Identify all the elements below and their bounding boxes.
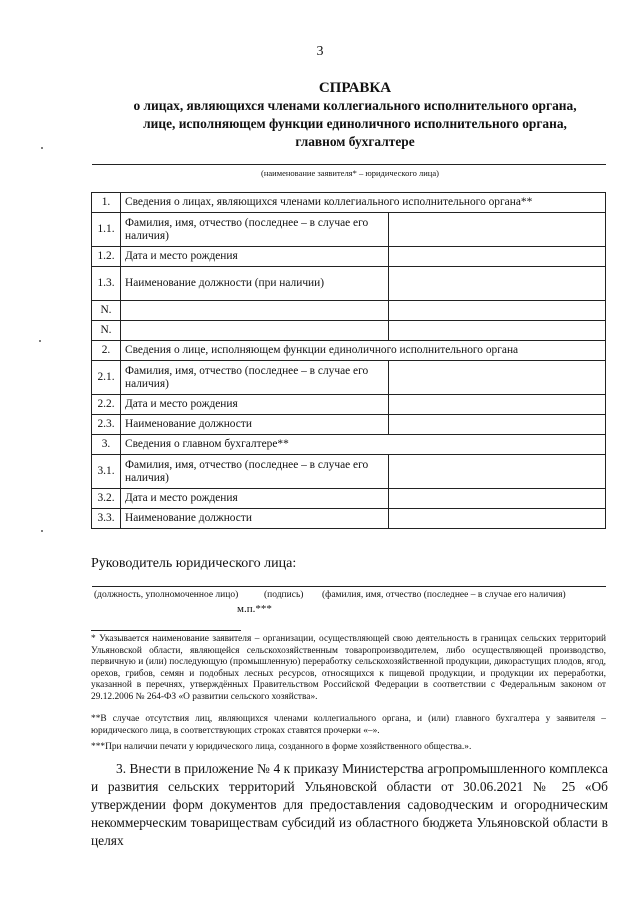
- value-cell[interactable]: [389, 455, 606, 489]
- value-cell[interactable]: [389, 489, 606, 509]
- table-row: [92, 489, 606, 509]
- table-row: [92, 361, 606, 395]
- value-cell[interactable]: [389, 361, 606, 395]
- document-subtitle-line-2: лице, исполняющем функции единоличного исполнительного органа,: [143, 116, 567, 131]
- row-label: Фамилия, имя, отчество (последнее – в случае его наличия): [121, 213, 389, 247]
- value-cell[interactable]: [389, 213, 606, 247]
- row-label[interactable]: [121, 321, 389, 341]
- value-cell[interactable]: [389, 321, 606, 341]
- table-row: [92, 321, 606, 341]
- row-label: Дата и место рождения: [121, 247, 389, 267]
- scan-speck: [39, 340, 41, 342]
- row-number: 2.3.: [92, 415, 121, 435]
- value-cell[interactable]: [389, 509, 606, 529]
- value-cell[interactable]: [389, 267, 606, 301]
- name-caption: (фамилия, имя, отчество (последнее – в случае его наличия): [322, 590, 566, 600]
- row-number: N.: [92, 301, 121, 321]
- document-subtitle-line-3: главном бухгалтере: [295, 134, 415, 149]
- row-number: 3.1.: [92, 455, 121, 489]
- row-number: 2.: [92, 341, 121, 361]
- row-label: Наименование должности: [121, 509, 389, 529]
- row-label: Дата и место рождения: [121, 395, 389, 415]
- scan-speck: [41, 530, 43, 532]
- signature-caption: (подпись): [264, 590, 304, 600]
- value-cell[interactable]: [389, 415, 606, 435]
- row-label: Фамилия, имя, отчество (последнее – в случае его наличия): [121, 361, 389, 395]
- document-subtitle-line-1: о лицах, являющихся членами коллегиального исполнительного органа,: [133, 98, 577, 113]
- table-row: [92, 455, 606, 489]
- document-title: СПРАВКА: [318, 80, 392, 96]
- table-row: [92, 435, 606, 455]
- row-label[interactable]: [121, 301, 389, 321]
- table-row: [92, 267, 606, 301]
- row-number: 1.: [92, 193, 121, 213]
- row-number: 3.3.: [92, 509, 121, 529]
- footnote-2: **В случае отсутствия лиц, являющихся членами коллегиального органа, и (или) главного бухгалтера у заявителя – юридического лица, в соответствующих строках ставятся прочерки «–».: [91, 714, 606, 736]
- info-table: [91, 192, 606, 529]
- position-caption: (должность, уполномоченное лицо): [94, 590, 239, 600]
- signature-heading: Руководитель юридического лица:: [91, 556, 297, 571]
- table-row: [92, 247, 606, 267]
- section-header: Сведения о лице, исполняющем функции единоличного исполнительного органа: [121, 341, 606, 361]
- row-number: 1.1.: [92, 213, 121, 247]
- row-label: Наименование должности: [121, 415, 389, 435]
- section-header: Сведения о главном бухгалтере**: [121, 435, 606, 455]
- section-header: Сведения о лицах, являющихся членами коллегиального исполнительного органа**: [121, 193, 606, 213]
- footnote-3: ***При наличии печати у юридического лица, созданного в форме хозяйственного общества.».: [91, 742, 472, 752]
- page-number: 3: [316, 44, 324, 59]
- table-row: [92, 341, 606, 361]
- footnote-separator: [91, 630, 241, 631]
- body-paragraph: 3. Внести в приложение № 4 к приказу Министерства агропромышленного комплекса и развития сельских территорий Ульяновской области от 30.06.2021 № 25 «Об утверждении форм документов для предоставления садоводческим и огородническим некоммерческим товариществам субсидий из областного бюджета Ульяновской области в целях: [91, 761, 608, 848]
- row-number: 2.2.: [92, 395, 121, 415]
- table-row: [92, 415, 606, 435]
- row-number: N.: [92, 321, 121, 341]
- row-number: 2.1.: [92, 361, 121, 395]
- footnote-1: * Указывается наименование заявителя – организации, осуществляющей свою деятельность в границах сельских территорий Ульяновской области, являющейся сельскохозяйственным товаропроизводителем, либо осуществляющей производство, первичную и (или) последующую (промышленную) переработку сельскохозяйственной продукции, дикорастущих плодов, ягод, орехов, грибов, семян и подобных лесных ресурсов, относящихся к пищевой продукции, и продукции их переработки, указанной в перечнях, утверждённых Правительством Российской Федерации в соответствии с Федеральным законом от 29.12.2006 № 264-ФЗ «О развитии сельского хозяйства».: [91, 634, 606, 702]
- table-row: [92, 213, 606, 247]
- applicant-name-line[interactable]: [92, 164, 606, 165]
- scan-speck: [41, 147, 43, 149]
- signature-line[interactable]: [92, 586, 606, 587]
- row-number: 3.: [92, 435, 121, 455]
- value-cell[interactable]: [389, 301, 606, 321]
- row-label: Наименование должности (при наличии): [121, 267, 389, 301]
- table-row: [92, 509, 606, 529]
- stamp-place: м.п.***: [237, 603, 272, 615]
- row-number: 3.2.: [92, 489, 121, 509]
- row-label: Дата и место рождения: [121, 489, 389, 509]
- row-number: 1.3.: [92, 267, 121, 301]
- table-row: [92, 301, 606, 321]
- value-cell[interactable]: [389, 247, 606, 267]
- row-number: 1.2.: [92, 247, 121, 267]
- value-cell[interactable]: [389, 395, 606, 415]
- table-row: [92, 193, 606, 213]
- table-row: [92, 395, 606, 415]
- row-label: Фамилия, имя, отчество (последнее – в случае его наличия): [121, 455, 389, 489]
- applicant-caption: (наименование заявителя* – юридического лица): [261, 168, 439, 178]
